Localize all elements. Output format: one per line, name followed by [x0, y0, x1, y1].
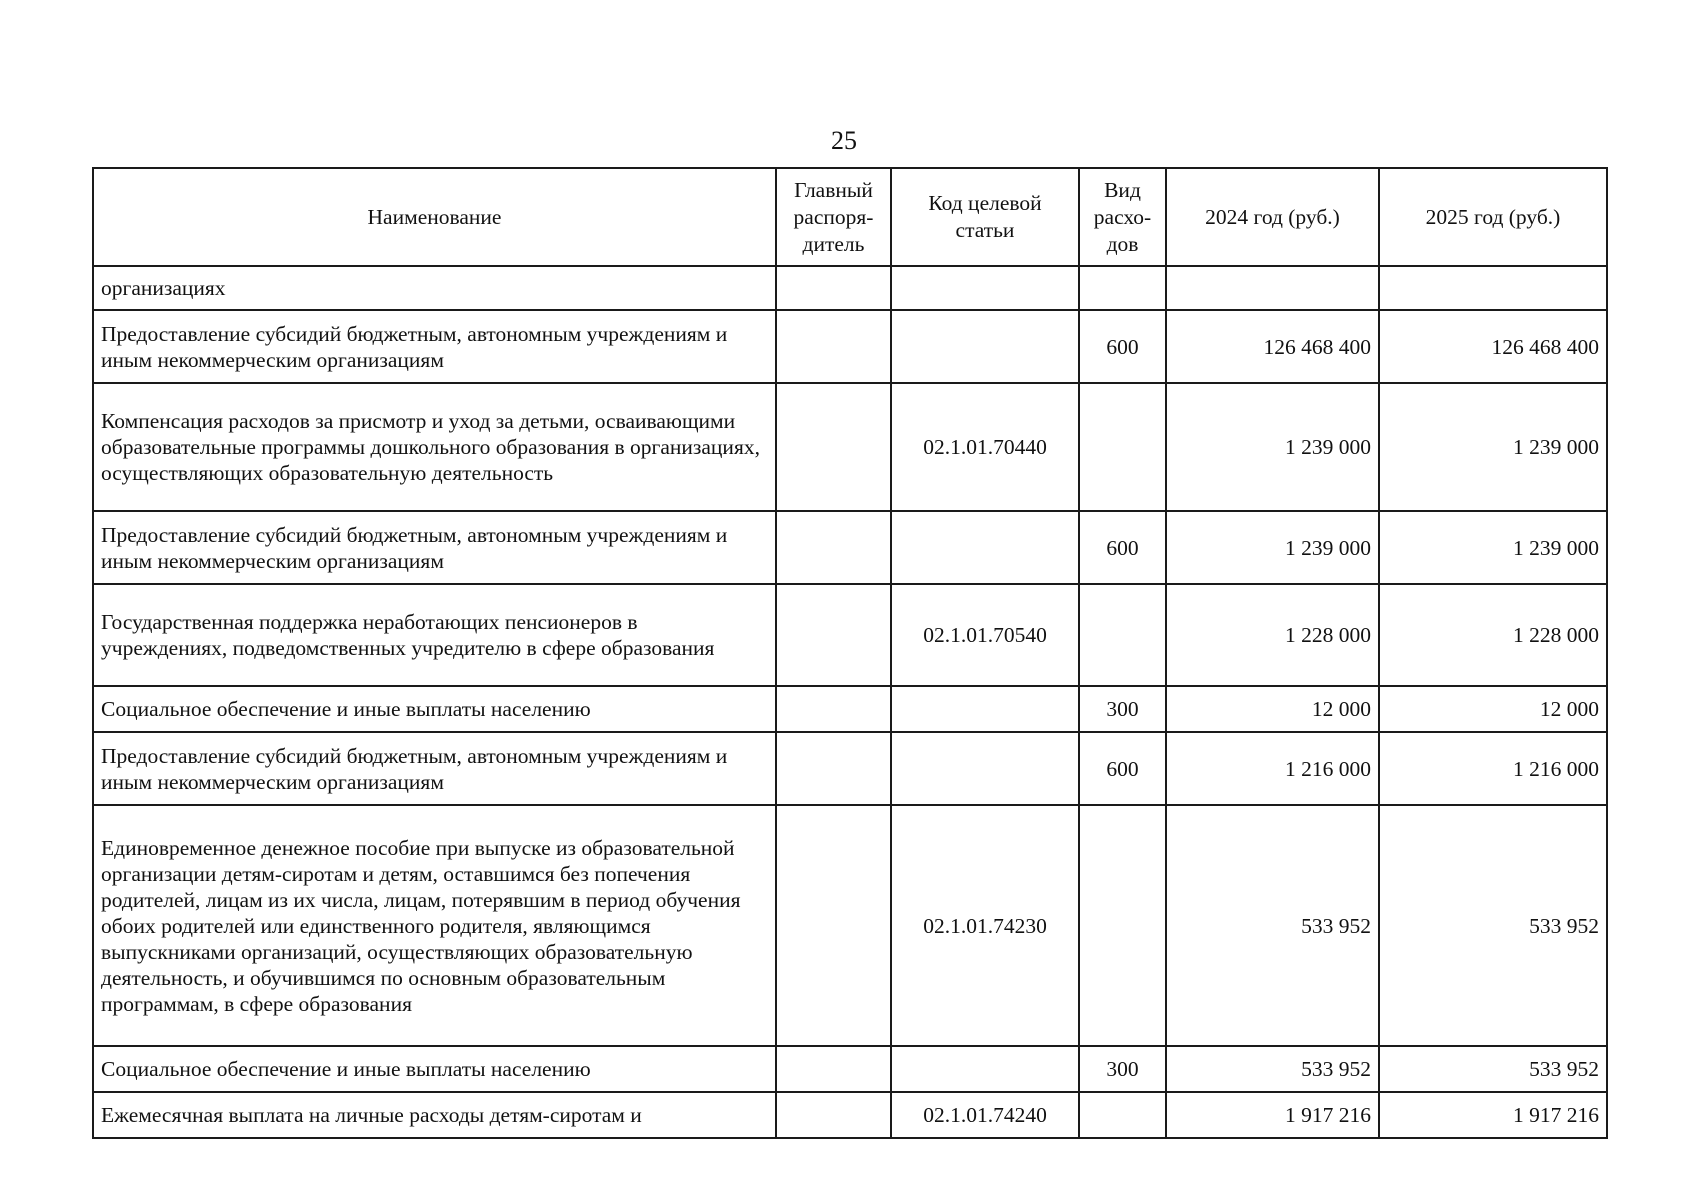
- table-row: [93, 584, 1607, 686]
- row-expense-type: [1079, 805, 1166, 1046]
- row-name: Социальное обеспечение и иные выплаты населению: [93, 1046, 776, 1092]
- row-amount-2024: 533 952: [1166, 1046, 1379, 1092]
- row-target-code: [891, 511, 1079, 584]
- row-target-code: [891, 732, 1079, 805]
- table-row: [93, 686, 1607, 732]
- row-name: Предоставление субсидий бюджетным, автономным учреждениям и иным некоммерческим организациям: [93, 511, 776, 584]
- row-target-code: 02.1.01.70440: [891, 383, 1079, 511]
- row-amount-2024: 1 239 000: [1166, 511, 1379, 584]
- row-amount-2025: 533 952: [1379, 805, 1607, 1046]
- row-expense-type: [1079, 584, 1166, 686]
- header-year-2024: 2024 год (руб.): [1166, 168, 1379, 266]
- table-row: [93, 266, 1607, 310]
- row-target-code: [891, 266, 1079, 310]
- row-amount-2025: 1 917 216: [1379, 1092, 1607, 1138]
- row-amount-2024: 1 228 000: [1166, 584, 1379, 686]
- row-expense-type: [1079, 383, 1166, 511]
- row-expense-type: 600: [1079, 511, 1166, 584]
- row-manager: [776, 1046, 891, 1092]
- row-manager: [776, 805, 891, 1046]
- header-manager: Главный распоря-дитель: [776, 168, 891, 266]
- row-target-code: [891, 1046, 1079, 1092]
- table-row: [93, 310, 1607, 383]
- header-target-code: Код целевой статьи: [891, 168, 1079, 266]
- row-manager: [776, 732, 891, 805]
- row-expense-type: 300: [1079, 686, 1166, 732]
- row-target-code: 02.1.01.70540: [891, 584, 1079, 686]
- row-manager: [776, 584, 891, 686]
- row-name: Социальное обеспечение и иные выплаты населению: [93, 686, 776, 732]
- table-row: [93, 1092, 1607, 1138]
- table-header-row: [93, 168, 1607, 266]
- row-expense-type: 300: [1079, 1046, 1166, 1092]
- row-manager: [776, 266, 891, 310]
- row-amount-2024: 1 917 216: [1166, 1092, 1379, 1138]
- row-expense-type: 600: [1079, 310, 1166, 383]
- row-name: Ежемесячная выплата на личные расходы детям-сиротам и: [93, 1092, 776, 1138]
- budget-table: [92, 167, 1608, 1139]
- page-number: 25: [831, 126, 857, 155]
- header-name: Наименование: [93, 168, 776, 266]
- row-manager: [776, 310, 891, 383]
- row-name: Компенсация расходов за присмотр и уход за детьми, осваивающими образовательные программы дошкольного образования в организациях, осуществляющих образовательную деятельность: [93, 383, 776, 511]
- row-amount-2025: 1 239 000: [1379, 383, 1607, 511]
- row-expense-type: 600: [1079, 732, 1166, 805]
- row-manager: [776, 686, 891, 732]
- row-name: Предоставление субсидий бюджетным, автономным учреждениям и иным некоммерческим организациям: [93, 310, 776, 383]
- row-name: Единовременное денежное пособие при выпуске из образовательной организации детям-сиротам и детям, оставшимся без попечения родителей, лицам из их числа, лицам, потерявшим в период обучения обоих родителей или единственного родителя, являющимся выпускниками организаций, осуществляющих образовательную деятельность, и обучившимся по основным образовательным программам, в сфере образования: [93, 805, 776, 1046]
- row-amount-2024: 1 239 000: [1166, 383, 1379, 511]
- row-manager: [776, 1092, 891, 1138]
- row-name: Предоставление субсидий бюджетным, автономным учреждениям и иным некоммерческим организациям: [93, 732, 776, 805]
- row-amount-2025: 1 239 000: [1379, 511, 1607, 584]
- row-target-code: [891, 686, 1079, 732]
- table-row: [93, 805, 1607, 1046]
- row-name: Государственная поддержка неработающих пенсионеров в учреждениях, подведомственных учредителю в сфере образования: [93, 584, 776, 686]
- row-amount-2024: 12 000: [1166, 686, 1379, 732]
- row-amount-2024: [1166, 266, 1379, 310]
- row-amount-2024: 1 216 000: [1166, 732, 1379, 805]
- table-row: [93, 383, 1607, 511]
- row-target-code: 02.1.01.74230: [891, 805, 1079, 1046]
- row-amount-2024: 126 468 400: [1166, 310, 1379, 383]
- row-amount-2025: 126 468 400: [1379, 310, 1607, 383]
- row-expense-type: [1079, 1092, 1166, 1138]
- row-manager: [776, 511, 891, 584]
- table-row: [93, 732, 1607, 805]
- row-target-code: 02.1.01.74240: [891, 1092, 1079, 1138]
- row-amount-2025: 1 228 000: [1379, 584, 1607, 686]
- row-amount-2025: 533 952: [1379, 1046, 1607, 1092]
- row-amount-2025: 12 000: [1379, 686, 1607, 732]
- table-row: [93, 511, 1607, 584]
- row-expense-type: [1079, 266, 1166, 310]
- header-expense-type: Вид расхо-дов: [1079, 168, 1166, 266]
- row-amount-2025: [1379, 266, 1607, 310]
- row-amount-2025: 1 216 000: [1379, 732, 1607, 805]
- table-row: [93, 1046, 1607, 1092]
- header-year-2025: 2025 год (руб.): [1379, 168, 1607, 266]
- row-manager: [776, 383, 891, 511]
- row-target-code: [891, 310, 1079, 383]
- row-amount-2024: 533 952: [1166, 805, 1379, 1046]
- row-name: организациях: [93, 266, 776, 310]
